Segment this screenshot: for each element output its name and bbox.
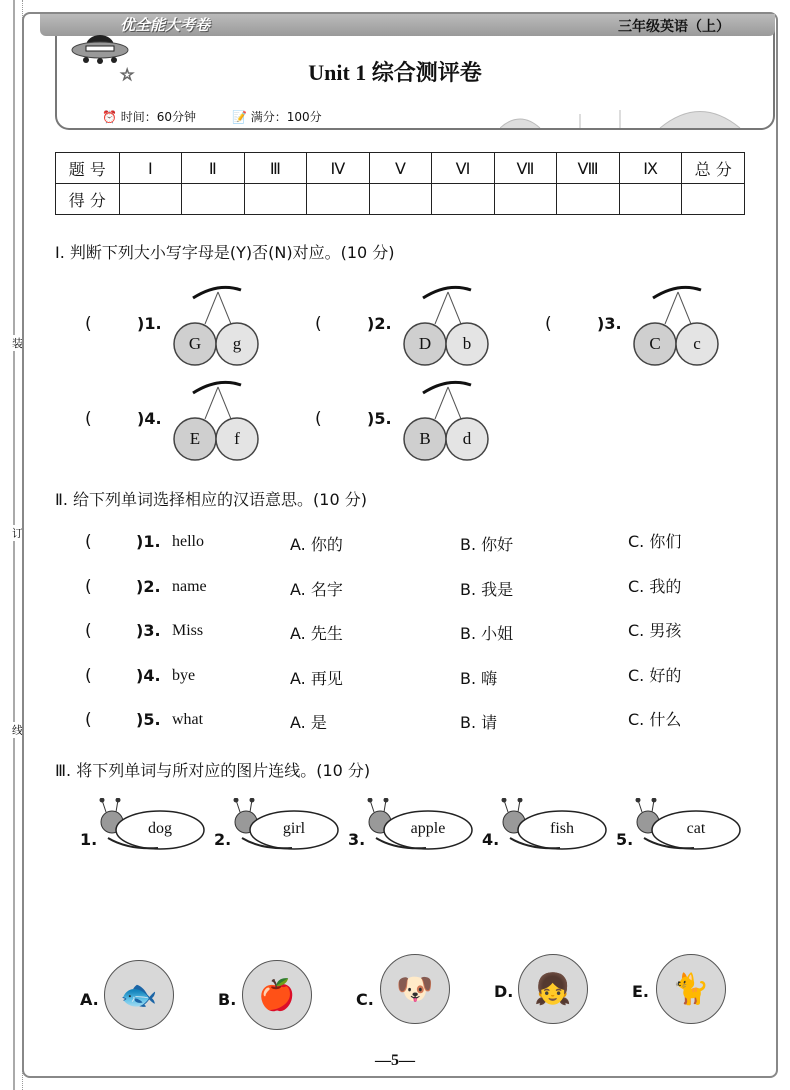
header-cell: Ⅳ	[307, 153, 370, 184]
item-number: )3.	[136, 621, 161, 640]
score-row-label: 得 分	[56, 184, 120, 215]
binding-char: 装	[12, 337, 23, 350]
item-number: )2.	[367, 314, 392, 333]
header-cell: Ⅷ	[557, 153, 620, 184]
lowercase-letter: d	[462, 429, 472, 448]
cherry-icon	[393, 282, 503, 377]
cherry-icon	[623, 282, 733, 377]
option-c: C. 好的	[628, 665, 682, 685]
option-b: B. 你好	[460, 535, 514, 554]
uppercase-letter: D	[418, 334, 432, 353]
cat-icon: 🐈	[656, 954, 726, 1024]
picture-label: B.	[218, 990, 237, 1009]
answer-paren[interactable]: (	[85, 314, 92, 334]
answer-paren[interactable]: (	[85, 665, 92, 686]
score-cell[interactable]	[682, 184, 745, 215]
option-c: C. 你们	[628, 532, 682, 551]
english-word: what	[172, 711, 204, 728]
header-cell: Ⅸ	[619, 153, 682, 184]
lowercase-letter: f	[234, 429, 240, 448]
option-a: A. 再见	[290, 668, 343, 688]
option-a: A. 你的	[290, 535, 343, 554]
score-cell[interactable]	[369, 184, 432, 215]
score-cell[interactable]	[182, 184, 245, 215]
time-limit: ⏰ 时间：60分钟	[102, 110, 197, 124]
picture-label: C.	[356, 990, 374, 1009]
section-1-title: Ⅰ. 判断下列大小写字母是(Y)否(N)对应。(10 分)	[55, 243, 395, 262]
answer-paren[interactable]: (	[85, 621, 92, 641]
snail-word: dog	[148, 820, 172, 837]
binding-char: 线	[12, 724, 23, 737]
option-b: B. 小姐	[460, 624, 514, 643]
answer-paren[interactable]: (	[545, 314, 552, 334]
header-cell: Ⅶ	[494, 153, 557, 184]
item-number: )3.	[597, 314, 622, 333]
item-number: )1.	[136, 532, 161, 551]
word-number: 1.	[80, 830, 98, 849]
word-number: 5.	[616, 830, 634, 849]
uppercase-letter: G	[188, 334, 202, 353]
full-score: 📝 满分：100分	[232, 110, 322, 124]
header-cell: Ⅰ	[119, 153, 182, 184]
score-cell[interactable]	[119, 184, 182, 215]
cherry-icon	[163, 282, 273, 377]
item-number: )1.	[137, 314, 162, 333]
score-cell[interactable]	[494, 184, 557, 215]
item-number: )5.	[136, 710, 161, 729]
page-number: —5—	[375, 1052, 415, 1069]
binding-char: 订	[12, 527, 23, 540]
answer-paren[interactable]: (	[85, 576, 92, 597]
option-c: C. 男孩	[628, 621, 682, 640]
answer-paren[interactable]: (	[85, 710, 92, 730]
header-cell: 总 分	[682, 153, 745, 184]
section-3-title: Ⅲ. 将下列单词与所对应的图片连线。(10 分)	[55, 761, 371, 780]
picture-label: A.	[80, 990, 99, 1009]
section-2-title: Ⅱ. 给下列单词选择相应的汉语意思。(10 分)	[55, 490, 367, 509]
time-text: 时间：60分钟	[120, 110, 197, 124]
english-word: name	[172, 577, 207, 595]
score-text: 满分：100分	[250, 110, 322, 124]
page-title: Unit 1 综合测评卷	[308, 60, 482, 85]
answer-paren[interactable]: (	[315, 314, 322, 334]
option-b: B. 我是	[460, 579, 514, 599]
dog-icon: 🐶	[380, 954, 450, 1024]
score-cell[interactable]	[619, 184, 682, 215]
brand-logo: 优全能大考卷	[120, 16, 211, 34]
option-b: B. 请	[460, 713, 498, 732]
answer-paren[interactable]: (	[315, 409, 322, 429]
score-cell[interactable]	[307, 184, 370, 215]
uppercase-letter: B	[419, 429, 431, 448]
snail-word: fish	[550, 820, 574, 837]
picture-label: D.	[494, 982, 514, 1001]
option-c: C. 什么	[628, 710, 682, 729]
word-number: 4.	[482, 830, 500, 849]
option-c: C. 我的	[628, 576, 682, 596]
item-number: )2.	[136, 576, 161, 596]
apple-icon: 🍎	[242, 960, 312, 1030]
item-number: )5.	[367, 409, 392, 428]
snail-word: cat	[686, 820, 706, 837]
cherry-icon	[393, 377, 503, 472]
binding-line	[13, 0, 15, 1090]
cherry-icon	[163, 377, 273, 472]
answer-paren[interactable]: (	[85, 532, 92, 552]
score-cell[interactable]	[557, 184, 620, 215]
header-cell: Ⅵ	[432, 153, 495, 184]
grade-label: 三年级英语（上）	[618, 19, 730, 35]
option-b: B. 嗨	[460, 668, 498, 688]
snail-word: apple	[410, 820, 446, 837]
item-number: )4.	[137, 409, 162, 428]
header-cell: Ⅲ	[244, 153, 307, 184]
answer-paren[interactable]: (	[85, 409, 92, 429]
score-table	[55, 152, 745, 215]
picture-label: E.	[632, 982, 650, 1001]
option-a: A. 先生	[290, 624, 343, 643]
snail-word: girl	[282, 820, 306, 837]
fish-icon: 🐟	[104, 960, 174, 1030]
word-number: 3.	[348, 830, 366, 849]
english-word: Miss	[172, 622, 204, 639]
uppercase-letter: E	[189, 429, 201, 448]
header-cell: Ⅴ	[369, 153, 432, 184]
uppercase-letter: C	[649, 334, 661, 353]
girl-icon: 👧	[518, 954, 588, 1024]
header-cell-label: 题 号	[56, 153, 120, 184]
option-a: A. 名字	[290, 579, 343, 599]
lowercase-letter: c	[693, 334, 701, 353]
landscape-decoration	[500, 100, 770, 128]
score-cell[interactable]	[432, 184, 495, 215]
svg-text:☆: ☆	[120, 67, 135, 83]
word-number: 2.	[214, 830, 232, 849]
lowercase-letter: b	[462, 334, 472, 353]
option-a: A. 是	[290, 713, 327, 732]
english-word: bye	[172, 666, 196, 684]
score-cell[interactable]	[244, 184, 307, 215]
english-word: hello	[172, 533, 204, 550]
header-cell: Ⅱ	[182, 153, 245, 184]
lowercase-letter: g	[232, 334, 242, 353]
item-number: )4.	[136, 665, 161, 685]
